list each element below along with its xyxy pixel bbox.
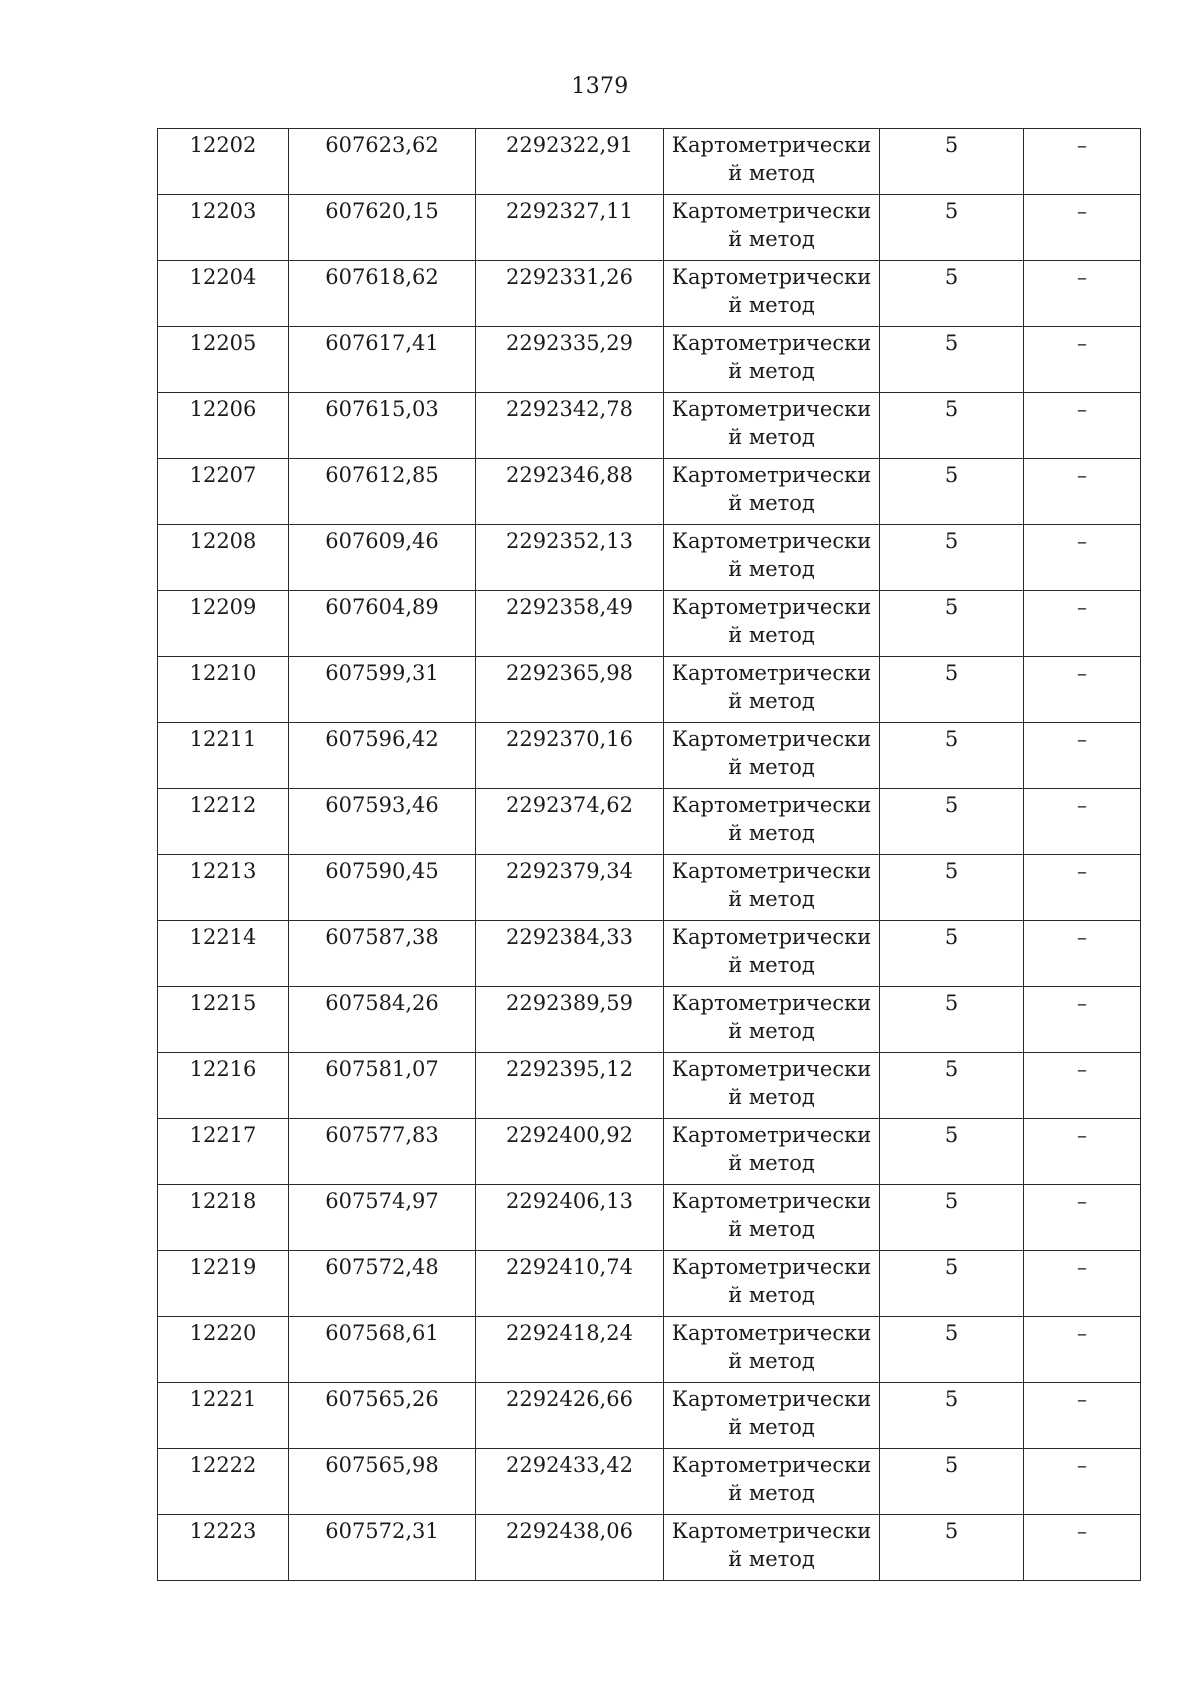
- accuracy-cell: [880, 789, 1024, 855]
- x-text: 607568,61: [325, 1321, 439, 1345]
- y-coordinate-cell: [476, 855, 664, 921]
- y-coordinate-cell: [476, 1317, 664, 1383]
- method-text: Картометрически й метод: [671, 199, 872, 251]
- note-cell: [1024, 393, 1141, 459]
- y-text: 2292426,66: [506, 1387, 633, 1411]
- x-text: 607574,97: [325, 1189, 439, 1213]
- method-cell: [664, 1185, 880, 1251]
- accuracy-cell: [880, 525, 1024, 591]
- table-row: [158, 327, 1141, 393]
- id-text: 12202: [189, 133, 257, 157]
- id-text: 12219: [189, 1255, 257, 1279]
- accuracy-cell: [880, 327, 1024, 393]
- table-row: [158, 525, 1141, 591]
- id-text: 12205: [189, 331, 257, 355]
- method-cell: [664, 723, 880, 789]
- note-cell: [1024, 327, 1141, 393]
- y-text: 2292358,49: [506, 595, 633, 619]
- accuracy-text: 5: [944, 463, 959, 487]
- accuracy-cell: [880, 1251, 1024, 1317]
- note-cell: [1024, 723, 1141, 789]
- note-text: –: [1077, 1123, 1087, 1147]
- x-coordinate-cell: [289, 921, 476, 987]
- coordinates-table-body: [158, 129, 1141, 1581]
- method-cell: [664, 1053, 880, 1119]
- note-cell: [1024, 1053, 1141, 1119]
- x-coordinate-cell: [289, 129, 476, 195]
- note-cell: [1024, 987, 1141, 1053]
- note-cell: [1024, 525, 1141, 591]
- id-text: 12203: [189, 199, 257, 223]
- method-cell: [664, 327, 880, 393]
- method-cell: [664, 1251, 880, 1317]
- method-cell: [664, 1449, 880, 1515]
- method-cell: [664, 129, 880, 195]
- note-text: –: [1077, 991, 1087, 1015]
- table-row: [158, 393, 1141, 459]
- accuracy-cell: [880, 657, 1024, 723]
- table-row: [158, 129, 1141, 195]
- y-text: 2292418,24: [506, 1321, 633, 1345]
- accuracy-text: 5: [944, 1387, 959, 1411]
- id-text: 12215: [189, 991, 257, 1015]
- accuracy-text: 5: [944, 595, 959, 619]
- id-text: 12214: [189, 925, 257, 949]
- x-text: 607623,62: [325, 133, 439, 157]
- y-text: 2292379,34: [506, 859, 633, 883]
- note-cell: [1024, 657, 1141, 723]
- id-text: 12211: [189, 727, 257, 751]
- id-text: 12206: [189, 397, 257, 421]
- method-text: Картометрически й метод: [671, 331, 872, 383]
- note-text: –: [1077, 463, 1087, 487]
- method-text: Картометрически й метод: [671, 1189, 872, 1241]
- accuracy-cell: [880, 393, 1024, 459]
- accuracy-text: 5: [944, 1189, 959, 1213]
- table-row: [158, 1449, 1141, 1515]
- note-cell: [1024, 195, 1141, 261]
- accuracy-cell: [880, 987, 1024, 1053]
- y-coordinate-cell: [476, 327, 664, 393]
- point-number-cell: [158, 657, 289, 723]
- note-cell: [1024, 1515, 1141, 1581]
- accuracy-text: 5: [944, 1057, 959, 1081]
- note-text: –: [1077, 1255, 1087, 1279]
- point-number-cell: [158, 261, 289, 327]
- method-text: Картометрически й метод: [671, 661, 872, 713]
- method-cell: [664, 987, 880, 1053]
- id-text: 12210: [189, 661, 257, 685]
- id-text: 12220: [189, 1321, 257, 1345]
- y-text: 2292327,11: [506, 199, 633, 223]
- note-text: –: [1077, 397, 1087, 421]
- point-number-cell: [158, 789, 289, 855]
- point-number-cell: [158, 987, 289, 1053]
- x-coordinate-cell: [289, 591, 476, 657]
- x-text: 607620,15: [325, 199, 439, 223]
- point-number-cell: [158, 1053, 289, 1119]
- y-text: 2292342,78: [506, 397, 633, 421]
- x-coordinate-cell: [289, 1383, 476, 1449]
- y-text: 2292370,16: [506, 727, 633, 751]
- id-text: 12207: [189, 463, 257, 487]
- method-text: Картометрически й метод: [671, 1123, 872, 1175]
- note-cell: [1024, 1251, 1141, 1317]
- x-coordinate-cell: [289, 789, 476, 855]
- method-cell: [664, 1515, 880, 1581]
- method-text: Картометрически й метод: [671, 793, 872, 845]
- x-text: 607581,07: [325, 1057, 439, 1081]
- accuracy-text: 5: [944, 1321, 959, 1345]
- note-text: –: [1077, 1519, 1087, 1543]
- y-text: 2292335,29: [506, 331, 633, 355]
- method-cell: [664, 657, 880, 723]
- note-cell: [1024, 855, 1141, 921]
- point-number-cell: [158, 393, 289, 459]
- x-text: 607604,89: [325, 595, 439, 619]
- note-text: –: [1077, 727, 1087, 751]
- x-coordinate-cell: [289, 1515, 476, 1581]
- accuracy-cell: [880, 1317, 1024, 1383]
- accuracy-cell: [880, 1383, 1024, 1449]
- id-text: 12204: [189, 265, 257, 289]
- note-cell: [1024, 261, 1141, 327]
- y-text: 2292331,26: [506, 265, 633, 289]
- x-text: 607599,31: [325, 661, 439, 685]
- x-coordinate-cell: [289, 1185, 476, 1251]
- method-text: Картометрически й метод: [671, 991, 872, 1043]
- accuracy-text: 5: [944, 991, 959, 1015]
- x-coordinate-cell: [289, 855, 476, 921]
- accuracy-text: 5: [944, 661, 959, 685]
- x-text: 607565,26: [325, 1387, 439, 1411]
- y-text: 2292410,74: [506, 1255, 633, 1279]
- x-coordinate-cell: [289, 657, 476, 723]
- accuracy-text: 5: [944, 925, 959, 949]
- note-cell: [1024, 1185, 1141, 1251]
- y-coordinate-cell: [476, 657, 664, 723]
- point-number-cell: [158, 591, 289, 657]
- x-text: 607572,48: [325, 1255, 439, 1279]
- accuracy-text: 5: [944, 1519, 959, 1543]
- x-text: 607577,83: [325, 1123, 439, 1147]
- id-text: 12223: [189, 1519, 257, 1543]
- x-text: 607590,45: [325, 859, 439, 883]
- accuracy-cell: [880, 195, 1024, 261]
- method-cell: [664, 855, 880, 921]
- table-row: [158, 1119, 1141, 1185]
- x-text: 607596,42: [325, 727, 439, 751]
- x-text: 607572,31: [325, 1519, 439, 1543]
- y-coordinate-cell: [476, 987, 664, 1053]
- accuracy-text: 5: [944, 397, 959, 421]
- id-text: 12222: [189, 1453, 257, 1477]
- method-text: Картометрически й метод: [671, 529, 872, 581]
- note-cell: [1024, 1383, 1141, 1449]
- y-coordinate-cell: [476, 1119, 664, 1185]
- point-number-cell: [158, 459, 289, 525]
- table-row: [158, 855, 1141, 921]
- note-text: –: [1077, 331, 1087, 355]
- point-number-cell: [158, 855, 289, 921]
- method-text: Картометрически й метод: [671, 133, 872, 185]
- y-coordinate-cell: [476, 591, 664, 657]
- point-number-cell: [158, 129, 289, 195]
- note-text: –: [1077, 199, 1087, 223]
- note-text: –: [1077, 133, 1087, 157]
- x-text: 607618,62: [325, 265, 439, 289]
- accuracy-cell: [880, 921, 1024, 987]
- page-number: 1379: [571, 74, 629, 99]
- y-text: 2292322,91: [506, 133, 633, 157]
- table-row: [158, 987, 1141, 1053]
- table-row: [158, 1317, 1141, 1383]
- accuracy-cell: [880, 855, 1024, 921]
- point-number-cell: [158, 1251, 289, 1317]
- x-coordinate-cell: [289, 261, 476, 327]
- y-coordinate-cell: [476, 921, 664, 987]
- x-text: 607615,03: [325, 397, 439, 421]
- method-cell: [664, 525, 880, 591]
- method-text: Картометрически й метод: [671, 1519, 872, 1571]
- id-text: 12212: [189, 793, 257, 817]
- x-coordinate-cell: [289, 459, 476, 525]
- method-text: Картометрически й метод: [671, 727, 872, 779]
- note-text: –: [1077, 793, 1087, 817]
- y-coordinate-cell: [476, 525, 664, 591]
- y-text: 2292389,59: [506, 991, 633, 1015]
- method-cell: [664, 261, 880, 327]
- method-text: Картометрически й метод: [671, 595, 872, 647]
- y-coordinate-cell: [476, 393, 664, 459]
- method-text: Картометрически й метод: [671, 265, 872, 317]
- y-text: 2292365,98: [506, 661, 633, 685]
- accuracy-cell: [880, 1119, 1024, 1185]
- y-text: 2292433,42: [506, 1453, 633, 1477]
- accuracy-cell: [880, 591, 1024, 657]
- accuracy-text: 5: [944, 331, 959, 355]
- id-text: 12217: [189, 1123, 257, 1147]
- accuracy-text: 5: [944, 1123, 959, 1147]
- coordinates-table: [157, 128, 1141, 1581]
- method-text: Картометрически й метод: [671, 859, 872, 911]
- note-text: –: [1077, 661, 1087, 685]
- id-text: 12216: [189, 1057, 257, 1081]
- point-number-cell: [158, 1185, 289, 1251]
- x-text: 607587,38: [325, 925, 439, 949]
- point-number-cell: [158, 1515, 289, 1581]
- x-text: 607593,46: [325, 793, 439, 817]
- x-coordinate-cell: [289, 987, 476, 1053]
- method-cell: [664, 1317, 880, 1383]
- method-text: Картометрически й метод: [671, 925, 872, 977]
- note-cell: [1024, 459, 1141, 525]
- table-row: [158, 723, 1141, 789]
- x-coordinate-cell: [289, 1053, 476, 1119]
- point-number-cell: [158, 327, 289, 393]
- note-cell: [1024, 1317, 1141, 1383]
- y-coordinate-cell: [476, 1449, 664, 1515]
- y-coordinate-cell: [476, 789, 664, 855]
- point-number-cell: [158, 195, 289, 261]
- y-text: 2292374,62: [506, 793, 633, 817]
- y-coordinate-cell: [476, 261, 664, 327]
- accuracy-text: 5: [944, 793, 959, 817]
- note-text: –: [1077, 529, 1087, 553]
- id-text: 12209: [189, 595, 257, 619]
- y-text: 2292352,13: [506, 529, 633, 553]
- method-cell: [664, 591, 880, 657]
- note-text: –: [1077, 1189, 1087, 1213]
- table-row: [158, 1185, 1141, 1251]
- note-cell: [1024, 129, 1141, 195]
- method-cell: [664, 789, 880, 855]
- table-row: [158, 1251, 1141, 1317]
- x-coordinate-cell: [289, 1119, 476, 1185]
- id-text: 12218: [189, 1189, 257, 1213]
- table-row: [158, 657, 1141, 723]
- x-coordinate-cell: [289, 1449, 476, 1515]
- x-coordinate-cell: [289, 1317, 476, 1383]
- point-number-cell: [158, 723, 289, 789]
- y-coordinate-cell: [476, 195, 664, 261]
- method-text: Картометрически й метод: [671, 1387, 872, 1439]
- method-text: Картометрически й метод: [671, 1057, 872, 1109]
- note-cell: [1024, 1119, 1141, 1185]
- method-text: Картометрически й метод: [671, 1321, 872, 1373]
- accuracy-text: 5: [944, 1453, 959, 1477]
- method-text: Картометрически й метод: [671, 463, 872, 515]
- y-text: 2292400,92: [506, 1123, 633, 1147]
- y-text: 2292406,13: [506, 1189, 633, 1213]
- accuracy-cell: [880, 1185, 1024, 1251]
- x-coordinate-cell: [289, 195, 476, 261]
- y-coordinate-cell: [476, 1251, 664, 1317]
- note-text: –: [1077, 859, 1087, 883]
- x-coordinate-cell: [289, 327, 476, 393]
- point-number-cell: [158, 1449, 289, 1515]
- accuracy-cell: [880, 459, 1024, 525]
- table-row: [158, 789, 1141, 855]
- y-text: 2292438,06: [506, 1519, 633, 1543]
- method-cell: [664, 1383, 880, 1449]
- table-row: [158, 195, 1141, 261]
- note-text: –: [1077, 265, 1087, 289]
- x-coordinate-cell: [289, 525, 476, 591]
- table-row: [158, 261, 1141, 327]
- note-text: –: [1077, 925, 1087, 949]
- note-cell: [1024, 591, 1141, 657]
- y-coordinate-cell: [476, 1515, 664, 1581]
- accuracy-text: 5: [944, 199, 959, 223]
- method-text: Картометрически й метод: [671, 1255, 872, 1307]
- id-text: 12213: [189, 859, 257, 883]
- accuracy-text: 5: [944, 727, 959, 751]
- method-cell: [664, 1119, 880, 1185]
- y-text: 2292346,88: [506, 463, 633, 487]
- point-number-cell: [158, 1119, 289, 1185]
- y-text: 2292384,33: [506, 925, 633, 949]
- point-number-cell: [158, 1317, 289, 1383]
- method-cell: [664, 459, 880, 525]
- x-coordinate-cell: [289, 393, 476, 459]
- method-text: Картометрически й метод: [671, 1453, 872, 1505]
- method-cell: [664, 195, 880, 261]
- accuracy-text: 5: [944, 133, 959, 157]
- accuracy-text: 5: [944, 265, 959, 289]
- method-cell: [664, 921, 880, 987]
- method-text: Картометрически й метод: [671, 397, 872, 449]
- x-coordinate-cell: [289, 1251, 476, 1317]
- x-text: 607609,46: [325, 529, 439, 553]
- y-coordinate-cell: [476, 1185, 664, 1251]
- note-text: –: [1077, 1057, 1087, 1081]
- point-number-cell: [158, 525, 289, 591]
- accuracy-cell: [880, 1515, 1024, 1581]
- x-text: 607612,85: [325, 463, 439, 487]
- table-row: [158, 459, 1141, 525]
- accuracy-text: 5: [944, 529, 959, 553]
- table-row: [158, 1515, 1141, 1581]
- point-number-cell: [158, 921, 289, 987]
- note-text: –: [1077, 1387, 1087, 1411]
- note-cell: [1024, 1449, 1141, 1515]
- note-cell: [1024, 921, 1141, 987]
- x-text: 607617,41: [325, 331, 439, 355]
- y-text: 2292395,12: [506, 1057, 633, 1081]
- note-cell: [1024, 789, 1141, 855]
- accuracy-cell: [880, 261, 1024, 327]
- y-coordinate-cell: [476, 129, 664, 195]
- accuracy-cell: [880, 723, 1024, 789]
- id-text: 12221: [189, 1387, 257, 1411]
- accuracy-text: 5: [944, 1255, 959, 1279]
- accuracy-cell: [880, 129, 1024, 195]
- x-text: 607584,26: [325, 991, 439, 1015]
- accuracy-text: 5: [944, 859, 959, 883]
- note-text: –: [1077, 595, 1087, 619]
- note-text: –: [1077, 1321, 1087, 1345]
- table-row: [158, 1383, 1141, 1449]
- id-text: 12208: [189, 529, 257, 553]
- y-coordinate-cell: [476, 1383, 664, 1449]
- y-coordinate-cell: [476, 1053, 664, 1119]
- y-coordinate-cell: [476, 459, 664, 525]
- note-text: –: [1077, 1453, 1087, 1477]
- accuracy-cell: [880, 1053, 1024, 1119]
- table-row: [158, 1053, 1141, 1119]
- method-cell: [664, 393, 880, 459]
- table-row: [158, 591, 1141, 657]
- x-text: 607565,98: [325, 1453, 439, 1477]
- x-coordinate-cell: [289, 723, 476, 789]
- table-row: [158, 921, 1141, 987]
- accuracy-cell: [880, 1449, 1024, 1515]
- y-coordinate-cell: [476, 723, 664, 789]
- point-number-cell: [158, 1383, 289, 1449]
